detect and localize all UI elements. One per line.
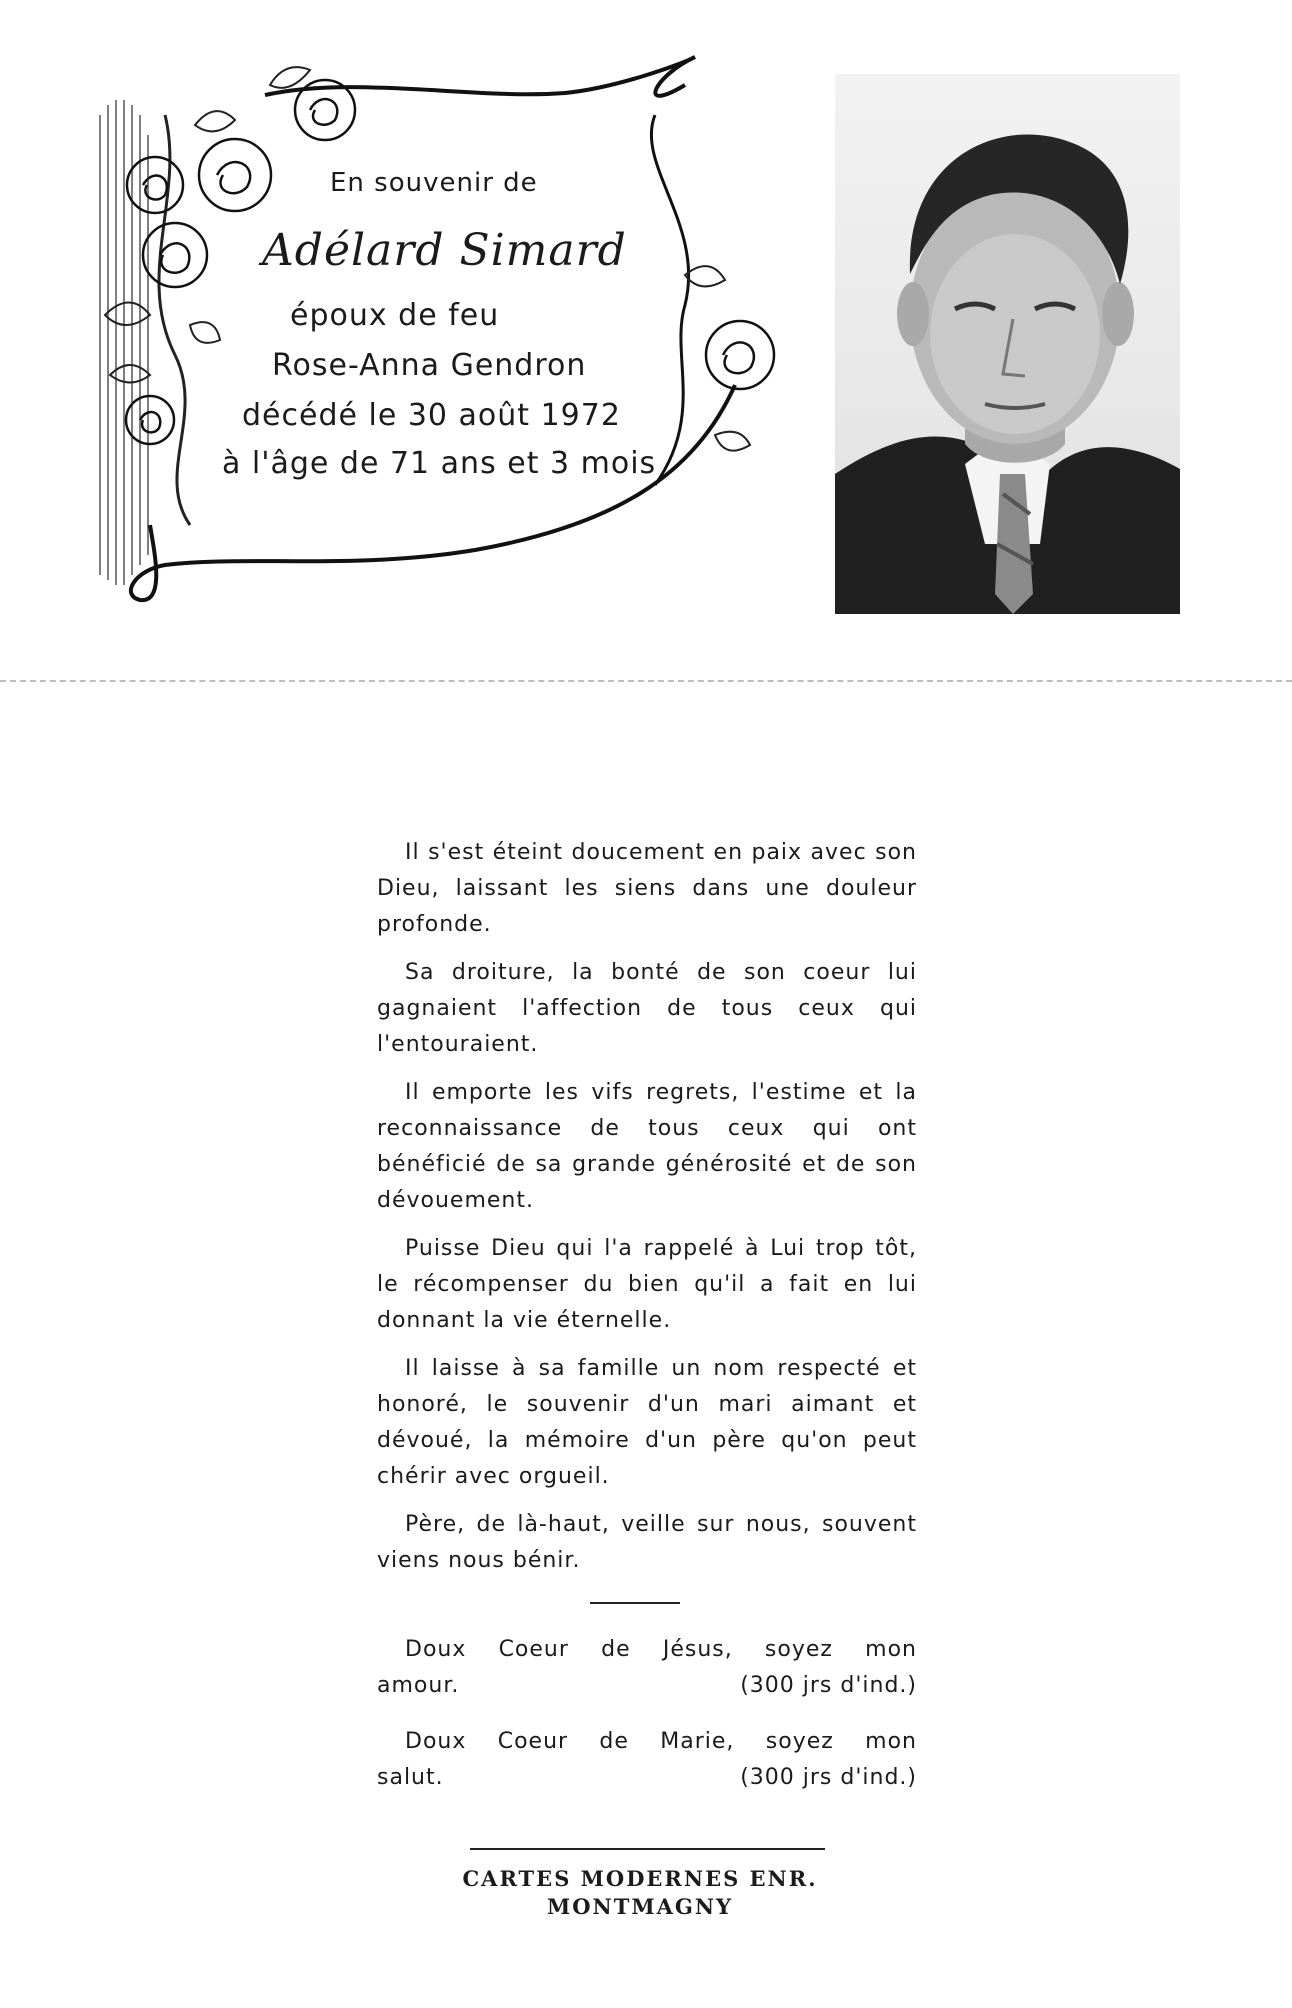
indulgence-note: (300 jrs d'ind.) [740, 1765, 917, 1790]
memorial-text [377, 835, 917, 1591]
spouse-line-1: époux de feu [290, 298, 500, 333]
memorial-intro: En souvenir de [330, 168, 538, 198]
prayer-marie [377, 1724, 917, 1796]
memorial-card-front [0, 0, 1292, 690]
printer-city: MONTMAGNY [546, 1894, 734, 1919]
prayer-line: Doux Coeur de Marie, soyez mon [405, 1729, 917, 1754]
rose-frame-ornament [95, 55, 795, 625]
prayer-jesus [377, 1632, 917, 1704]
memorial-paragraph: Il emporte les vifs regrets, l'estime et la reconnaissance de tous ceux qui ont bénéficié de sa grande générosité et de son dévouement. [377, 1080, 917, 1213]
prayer-line: Doux Coeur de Jésus, soyez mon [405, 1637, 917, 1662]
prayer-end: salut. [377, 1765, 444, 1790]
memorial-paragraph: Il laisse à sa famille un nom respecté et honoré, le souvenir d'un mari aimant et dévoué, la mémoire d'un père qu'on peut chérir avec orgueil. [377, 1356, 917, 1489]
deceased-name: Adélard Simard [262, 225, 627, 276]
memorial-paragraph: Il s'est éteint doucement en paix avec son Dieu, laissant les siens dans une douleur profonde. [377, 840, 917, 937]
memorial-paragraph: Sa droiture, la bonté de son coeur lui gagnaient l'affection de tous ceux qui l'entouraient. [377, 960, 917, 1057]
portrait-photo-icon [835, 74, 1180, 614]
card-fold-line [0, 680, 1292, 682]
printer-name: CARTES MODERNES ENR. [462, 1866, 818, 1891]
prayer-end: amour. [377, 1673, 460, 1698]
memorial-paragraph: Père, de là-haut, veille sur nous, souvent viens nous bénir. [377, 1512, 917, 1573]
indulgence-note: (300 jrs d'ind.) [740, 1673, 917, 1698]
memorial-paragraph: Puisse Dieu qui l'a rappelé à Lui trop tôt, le récompenser du bien qu'il a fait en lui donnant la vie éternelle. [377, 1236, 917, 1333]
portrait-photo [835, 74, 1180, 614]
death-date-line: décédé le 30 août 1972 [242, 398, 621, 433]
age-line: à l'âge de 71 ans et 3 mois [222, 446, 657, 481]
spouse-line-2: Rose-Anna Gendron [272, 348, 587, 383]
divider-long [470, 1848, 825, 1850]
divider-short [590, 1602, 680, 1604]
